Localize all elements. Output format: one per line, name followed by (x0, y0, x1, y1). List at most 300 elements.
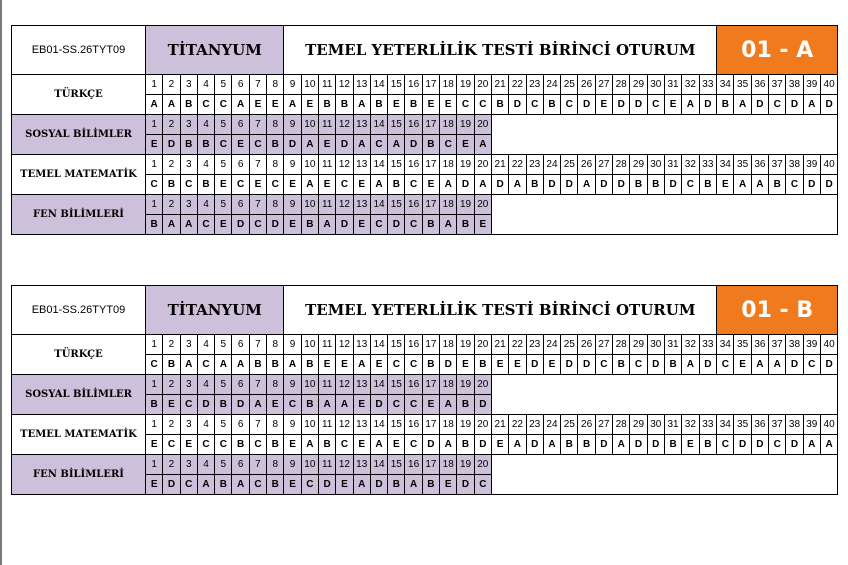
answer-cell: C (405, 395, 422, 415)
question-number: 2 (163, 415, 180, 435)
question-number: 19 (457, 115, 474, 135)
section-name: TÜRKÇE (12, 75, 146, 115)
answer-cell: C (336, 435, 353, 455)
answer-cell: C (717, 435, 734, 455)
question-number: 14 (370, 155, 387, 175)
answer-cell: B (769, 175, 786, 195)
answer-cell: E (267, 395, 284, 415)
answer-cell: E (388, 435, 405, 455)
answer-cell: B (301, 355, 318, 375)
answer-cell: E (318, 175, 335, 195)
answer-cell: E (336, 355, 353, 375)
question-number: 29 (630, 415, 647, 435)
question-number: 31 (664, 335, 681, 355)
question-number: 14 (370, 195, 387, 215)
question-number: 6 (232, 455, 249, 475)
answer-cell: C (647, 95, 664, 115)
question-number: 27 (595, 155, 612, 175)
answer-cell: B (388, 175, 405, 195)
answer-cell: C (215, 95, 232, 115)
answer-cell: B (232, 435, 249, 455)
answer-cell: E (491, 435, 508, 455)
answer-cell: E (353, 175, 370, 195)
answer-cell: E (301, 95, 318, 115)
answer-cell: D (664, 175, 681, 195)
section-name: FEN BİLİMLERİ (12, 455, 146, 495)
answer-cell: E (267, 95, 284, 115)
answer-cell: B (664, 435, 681, 455)
question-number: 9 (284, 115, 301, 135)
question-number: 15 (388, 375, 405, 395)
answer-cell: A (388, 135, 405, 155)
answer-cell: A (440, 395, 457, 415)
answer-cell: B (388, 475, 405, 495)
answer-cell: E (284, 175, 301, 195)
answer-cell: C (405, 175, 422, 195)
question-number: 13 (353, 115, 370, 135)
question-number: 25 (561, 335, 578, 355)
answer-cell: E (232, 135, 249, 155)
question-number: 3 (180, 115, 197, 135)
answer-cell: C (440, 135, 457, 155)
question-number: 35 (734, 155, 751, 175)
answer-cell: B (215, 475, 232, 495)
question-number: 11 (318, 195, 335, 215)
question-number: 1 (146, 155, 163, 175)
answer-cell: A (578, 175, 595, 195)
question-number: 18 (440, 455, 457, 475)
answer-cell: C (249, 475, 266, 495)
answer-cell: B (267, 355, 284, 375)
answer-cell: E (284, 475, 301, 495)
answer-cell: C (388, 355, 405, 375)
answer-cell: D (786, 95, 803, 115)
answer-cell: E (422, 175, 439, 195)
question-number: 18 (440, 375, 457, 395)
question-number: 39 (803, 155, 820, 175)
answer-cell: D (370, 475, 387, 495)
question-number: 38 (786, 75, 803, 95)
question-number: 13 (353, 375, 370, 395)
answer-cell: B (249, 355, 266, 375)
question-number: 12 (336, 415, 353, 435)
answer-key-a (11, 25, 837, 235)
question-number: 3 (180, 195, 197, 215)
question-number: 4 (197, 335, 214, 355)
answer-cell: C (197, 95, 214, 115)
answer-cell: A (543, 435, 560, 455)
question-number: 14 (370, 75, 387, 95)
question-number: 1 (146, 115, 163, 135)
answer-cell: D (526, 355, 543, 375)
question-number: 4 (197, 195, 214, 215)
answer-cell: C (682, 175, 699, 195)
question-number: 32 (682, 75, 699, 95)
question-number: 4 (197, 415, 214, 435)
question-number: 26 (578, 335, 595, 355)
question-number: 11 (318, 335, 335, 355)
question-number: 1 (146, 375, 163, 395)
answer-cell: A (509, 435, 526, 455)
answer-cell: A (301, 435, 318, 455)
question-number: 13 (353, 335, 370, 355)
answer-cell: B (664, 355, 681, 375)
question-number: 33 (699, 155, 717, 175)
question-number: 27 (595, 75, 612, 95)
question-number: 16 (405, 335, 422, 355)
answer-cell: D (751, 95, 768, 115)
answer-cell: D (336, 215, 353, 235)
answer-cell: D (699, 95, 717, 115)
answer-cell: B (699, 175, 717, 195)
question-number: 20 (474, 455, 491, 475)
question-number: 11 (318, 155, 335, 175)
question-number: 16 (405, 195, 422, 215)
answer-cell: A (197, 475, 214, 495)
answer-cell: D (457, 175, 474, 195)
question-number: 21 (491, 155, 508, 175)
answer-cell: C (630, 355, 647, 375)
answer-cell: A (734, 95, 751, 115)
question-number: 7 (249, 455, 266, 475)
question-number: 4 (197, 75, 214, 95)
question-number: 9 (284, 75, 301, 95)
question-number: 12 (336, 195, 353, 215)
answer-cell: A (353, 355, 370, 375)
question-number: 12 (336, 375, 353, 395)
answer-cell: B (717, 95, 734, 115)
answer-cell: B (405, 95, 422, 115)
answer-cell: E (440, 95, 457, 115)
question-number: 2 (163, 155, 180, 175)
answer-cell: D (267, 215, 284, 235)
answer-cell: C (388, 395, 405, 415)
question-number: 17 (422, 415, 439, 435)
answer-cell: E (440, 475, 457, 495)
answer-cell: A (163, 215, 180, 235)
answer-cell: B (457, 395, 474, 415)
question-number: 35 (734, 335, 751, 355)
question-number: 9 (284, 375, 301, 395)
answer-cell: C (197, 435, 214, 455)
question-number: 33 (699, 415, 717, 435)
question-number: 26 (578, 415, 595, 435)
answer-key-table (11, 285, 838, 495)
question-number: 37 (769, 335, 786, 355)
question-number: 4 (197, 155, 214, 175)
answer-cell: A (803, 95, 820, 115)
question-number: 13 (353, 415, 370, 435)
question-number: 7 (249, 75, 266, 95)
answer-cell: B (318, 95, 335, 115)
question-number: 3 (180, 155, 197, 175)
answer-cell: A (474, 135, 491, 155)
question-number: 17 (422, 375, 439, 395)
answer-cell: B (491, 95, 508, 115)
answer-cell: E (543, 355, 560, 375)
answer-cell: A (249, 395, 266, 415)
question-number: 26 (578, 75, 595, 95)
answer-cell: D (509, 95, 526, 115)
question-number: 35 (734, 415, 751, 435)
question-number: 11 (318, 415, 335, 435)
question-number: 29 (630, 75, 647, 95)
question-number: 12 (336, 75, 353, 95)
question-number: 30 (647, 155, 664, 175)
section-name: SOSYAL BİLİMLER (12, 375, 146, 415)
answer-cell: B (180, 95, 197, 115)
series-title: TİTANYUM (146, 286, 284, 335)
question-number: 8 (267, 155, 284, 175)
answer-cell: B (422, 475, 439, 495)
question-number: 12 (336, 115, 353, 135)
answer-cell: D (786, 435, 803, 455)
section-name: TEMEL MATEMATİK (12, 155, 146, 195)
question-number: 33 (699, 75, 717, 95)
question-number: 24 (543, 335, 560, 355)
answer-cell: B (301, 215, 318, 235)
answer-cell: B (267, 135, 284, 155)
answer-cell: E (457, 135, 474, 155)
question-number: 11 (318, 75, 335, 95)
question-number: 15 (388, 415, 405, 435)
booklet-code: EB01-SS.26TYT09 (12, 286, 146, 335)
exam-title: TEMEL YETERLİLİK TESTİ BİRİNCİ OTURUM (284, 286, 717, 335)
question-number: 36 (751, 415, 768, 435)
answer-cell: C (474, 95, 491, 115)
answer-cell: A (232, 95, 249, 115)
question-number: 32 (682, 415, 699, 435)
section-name: TÜRKÇE (12, 335, 146, 375)
question-number: 22 (509, 155, 526, 175)
question-number: 30 (647, 415, 664, 435)
question-number: 2 (163, 455, 180, 475)
question-number: 25 (561, 155, 578, 175)
answer-cell: B (215, 395, 232, 415)
question-number: 21 (491, 75, 508, 95)
question-number: 14 (370, 415, 387, 435)
question-number: 9 (284, 415, 301, 435)
answer-cell: B (180, 135, 197, 155)
answer-cell: E (284, 435, 301, 455)
question-number: 20 (474, 115, 491, 135)
question-number: 5 (215, 335, 232, 355)
answer-cell: D (543, 175, 560, 195)
question-number: 6 (232, 155, 249, 175)
answer-cell: D (613, 95, 630, 115)
question-number: 2 (163, 115, 180, 135)
series-title: TİTANYUM (146, 26, 284, 75)
answer-cell: C (197, 215, 214, 235)
answer-cell: D (786, 355, 803, 375)
question-number: 16 (405, 155, 422, 175)
question-number: 20 (474, 195, 491, 215)
question-number: 30 (647, 335, 664, 355)
answer-cell: A (803, 435, 820, 455)
question-number: 40 (820, 155, 837, 175)
answer-cell: D (405, 135, 422, 155)
answer-cell: A (163, 95, 180, 115)
answer-cell: E (249, 95, 266, 115)
question-number: 33 (699, 335, 717, 355)
question-number: 6 (232, 75, 249, 95)
answer-cell: E (180, 435, 197, 455)
answer-cell: C (405, 215, 422, 235)
answer-cell: D (820, 355, 837, 375)
answer-cell: E (318, 135, 335, 155)
question-number: 15 (388, 455, 405, 475)
question-number: 27 (595, 335, 612, 355)
answer-cell: A (284, 355, 301, 375)
answer-cell: B (422, 135, 439, 155)
question-number: 14 (370, 335, 387, 355)
question-number: 28 (613, 335, 630, 355)
question-number: 15 (388, 115, 405, 135)
answer-cell: B (336, 95, 353, 115)
answer-cell: D (232, 395, 249, 415)
answer-cell: C (717, 355, 734, 375)
question-number: 6 (232, 195, 249, 215)
question-number: 40 (820, 335, 837, 355)
answer-cell: A (751, 175, 768, 195)
question-number: 39 (803, 415, 820, 435)
question-number: 20 (474, 155, 491, 175)
question-number: 14 (370, 115, 387, 135)
question-number: 19 (457, 195, 474, 215)
question-number: 36 (751, 155, 768, 175)
answer-cell: E (146, 435, 163, 455)
answer-cell: B (267, 475, 284, 495)
answer-cell: A (474, 175, 491, 195)
question-number: 31 (664, 415, 681, 435)
question-number: 35 (734, 75, 751, 95)
question-number: 20 (474, 415, 491, 435)
answer-cell: A (180, 215, 197, 235)
question-number: 22 (509, 75, 526, 95)
answer-cell: C (526, 95, 543, 115)
question-number: 8 (267, 115, 284, 135)
answer-cell: A (820, 435, 837, 455)
question-number: 9 (284, 195, 301, 215)
answer-cell: E (284, 215, 301, 235)
answer-cell: E (595, 95, 612, 115)
answer-cell: C (146, 175, 163, 195)
question-number: 14 (370, 375, 387, 395)
question-number: 24 (543, 155, 560, 175)
answer-cell: C (249, 435, 266, 455)
question-number: 23 (526, 155, 543, 175)
question-number: 4 (197, 455, 214, 475)
answer-cell: D (803, 175, 820, 195)
answer-cell: A (370, 435, 387, 455)
question-number: 13 (353, 75, 370, 95)
answer-cell: C (163, 435, 180, 455)
question-number: 5 (215, 75, 232, 95)
answer-cell: C (803, 355, 820, 375)
question-number: 8 (267, 75, 284, 95)
answer-cell: A (232, 355, 249, 375)
answer-cell: B (561, 435, 578, 455)
question-number: 32 (682, 155, 699, 175)
answer-cell: E (491, 355, 508, 375)
answer-cell: A (769, 355, 786, 375)
answer-cell: D (595, 435, 612, 455)
question-number: 28 (613, 155, 630, 175)
answer-cell: B (630, 175, 647, 195)
answer-cell: D (699, 355, 717, 375)
question-number: 5 (215, 115, 232, 135)
answer-cell: D (578, 355, 595, 375)
question-number: 19 (457, 335, 474, 355)
question-number: 29 (630, 335, 647, 355)
answer-cell: C (197, 355, 214, 375)
question-number: 15 (388, 195, 405, 215)
answer-cell: E (474, 215, 491, 235)
answer-cell: B (146, 395, 163, 415)
answer-cell: D (613, 175, 630, 195)
section-name: SOSYAL BİLİMLER (12, 115, 146, 155)
answer-cell: C (474, 475, 491, 495)
answer-cell: B (163, 175, 180, 195)
question-number: 34 (717, 75, 734, 95)
question-number: 25 (561, 75, 578, 95)
question-number: 24 (543, 75, 560, 95)
question-number: 22 (509, 415, 526, 435)
question-number: 3 (180, 455, 197, 475)
question-number: 25 (561, 415, 578, 435)
answer-cell: B (301, 395, 318, 415)
question-number: 31 (664, 75, 681, 95)
question-number: 6 (232, 335, 249, 355)
question-number: 36 (751, 75, 768, 95)
question-number: 13 (353, 195, 370, 215)
question-number: 18 (440, 415, 457, 435)
answer-cell: E (509, 355, 526, 375)
empty-area (491, 195, 837, 235)
question-number: 39 (803, 75, 820, 95)
answer-cell: E (215, 175, 232, 195)
answer-cell: E (353, 395, 370, 415)
answer-cell: B (699, 435, 717, 455)
question-number: 2 (163, 75, 180, 95)
section-name: TEMEL MATEMATİK (12, 415, 146, 455)
question-number: 10 (301, 455, 318, 475)
answer-cell: B (163, 355, 180, 375)
question-number: 28 (613, 415, 630, 435)
answer-cell: A (180, 355, 197, 375)
answer-cell: C (180, 475, 197, 495)
answer-cell: A (734, 175, 751, 195)
answer-cell: D (820, 95, 837, 115)
answer-cell: D (370, 395, 387, 415)
question-number: 7 (249, 155, 266, 175)
question-number: 16 (405, 375, 422, 395)
answer-cell: E (388, 95, 405, 115)
booklet-badge: 01 - B (717, 286, 838, 335)
question-number: 1 (146, 455, 163, 475)
answer-cell: B (647, 175, 664, 195)
answer-cell: D (561, 175, 578, 195)
question-number: 16 (405, 75, 422, 95)
question-number: 17 (422, 75, 439, 95)
question-number: 15 (388, 335, 405, 355)
question-number: 7 (249, 195, 266, 215)
question-number: 3 (180, 75, 197, 95)
question-number: 18 (440, 335, 457, 355)
question-number: 1 (146, 75, 163, 95)
question-number: 16 (405, 115, 422, 135)
exam-title: TEMEL YETERLİLİK TESTİ BİRİNCİ OTURUM (284, 26, 717, 75)
